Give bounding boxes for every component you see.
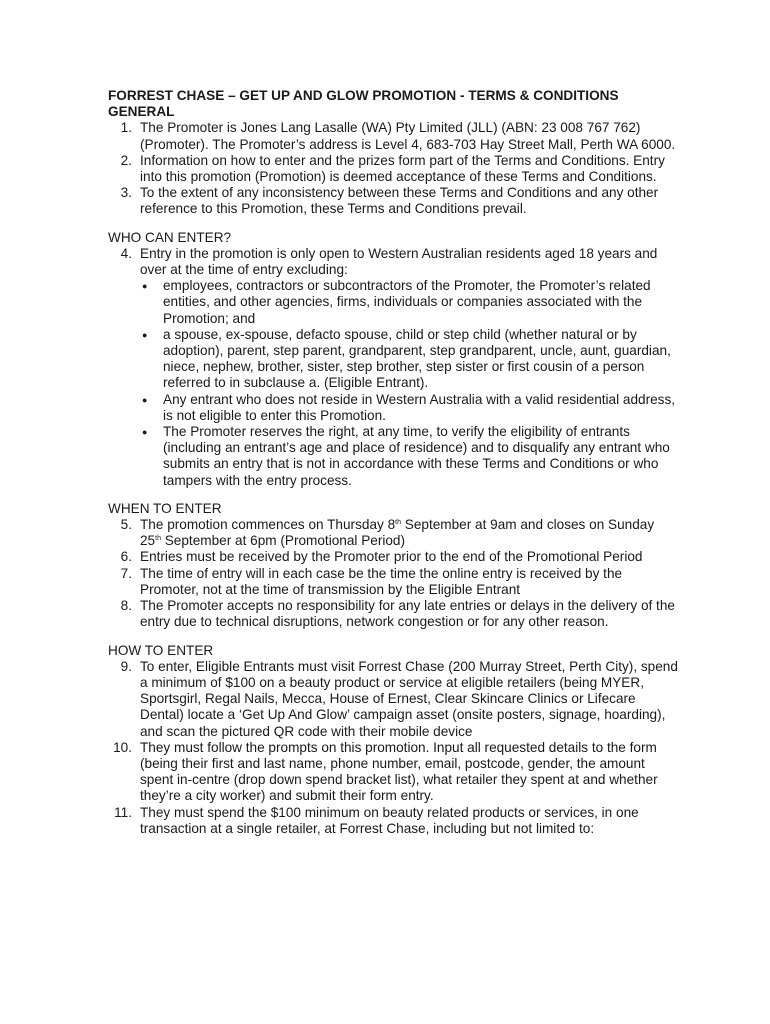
section-heading-when: WHEN TO ENTER bbox=[108, 500, 222, 516]
bullet-item bbox=[140, 392, 678, 424]
bullet-item bbox=[140, 424, 678, 489]
item-number: 6. bbox=[120, 549, 132, 565]
item-text: To the extent of any inconsistency between these Terms and Conditions and any other reference to this Promotion, these Terms and Conditions prevail. bbox=[140, 185, 659, 217]
bullet-text: employees, contractors or subcontractors of the Promoter, the Promoter’s related entities, and other agencies, firms, individuals or companies associated with the Promotion; and bbox=[163, 278, 651, 326]
item-number: 10. bbox=[113, 739, 132, 755]
item-number: 3. bbox=[120, 185, 132, 201]
item-text: Entries must be received by the Promoter prior to the end of the Promotional Period bbox=[140, 549, 643, 565]
item-number: 9. bbox=[120, 658, 132, 674]
bullet-text: Any entrant who does not reside in Western Australia with a valid residential address, is not eligible to enter this Promotion. bbox=[163, 391, 676, 423]
how-to-enter-list bbox=[108, 659, 678, 837]
list-item bbox=[108, 740, 678, 805]
item-text: The Promoter accepts no responsibility for any late entries or delays in the delivery of the entry due to technical disruptions, network congestion or for any other reason. bbox=[140, 598, 675, 630]
section-heading-how: HOW TO ENTER bbox=[108, 642, 214, 658]
item-text: The promotion commences on Thursday 8th September at 9am and closes on Sunday 25th September at 6pm (Promotional Period) bbox=[140, 517, 655, 549]
item-text: To enter, Eligible Entrants must visit Forrest Chase (200 Murray Street, Perth City), spend a minimum of $100 on a beauty product or service at eligible retailers (being MYER, Sportsgirl, Regal Nails, Mecca, House of Ernest, Clear Skincare Clinics or Lifecare Dental) locate a ‘Get Up And Glow’ campaign asset (onsite posters, signage, hoarding), and scan the pictured QR code with their mobile device bbox=[140, 658, 678, 739]
item-text: They must spend the $100 minimum on beauty related products or services, in one transaction at a single retailer, at Forrest Chase, including but not limited to: bbox=[140, 804, 639, 836]
bullet-text: The Promoter reserves the right, at any time, to verify the eligibility of entrants (including an entrant’s age and place of residence) and to disqualify any entrant who submits an entry that is not in accordance with these Terms and Conditions or who tampers with the entry process. bbox=[163, 424, 670, 488]
item-number: 1. bbox=[120, 120, 132, 136]
list-item bbox=[108, 549, 678, 565]
item-text: Information on how to enter and the prizes form part of the Terms and Conditions. Entry into this promotion (Promotion) is deemed acceptance of these Terms and Conditions. bbox=[140, 152, 665, 185]
item-number: 7. bbox=[120, 565, 132, 581]
general-terms-list bbox=[108, 120, 678, 217]
document-title: FORREST CHASE – GET UP AND GLOW PROMOTION - TERMS & CONDITIONS GENERAL bbox=[108, 88, 619, 120]
list-item bbox=[108, 598, 678, 630]
bullet-icon: ● bbox=[142, 329, 148, 340]
item-text: Entry in the promotion is only open to Western Australian residents aged 18 years and over at the time of entry excluding: bbox=[140, 245, 658, 278]
item-text: The Promoter is Jones Lang Lasalle (WA) Pty Limited (JLL) (ABN: 23 008 767 762) (Promoter). The Promoter’s address is Level 4, 683-703 Hay Street Mall, Perth WA 6000. bbox=[140, 120, 676, 152]
list-item bbox=[108, 659, 678, 740]
item-number: 2. bbox=[120, 152, 132, 168]
item-number: 8. bbox=[120, 598, 132, 614]
bullet-icon: ● bbox=[142, 394, 148, 405]
when-to-enter-list bbox=[108, 517, 678, 630]
item-text: They must follow the prompts on this promotion. Input all requested details to the form (being their first and last name, phone number, email, postcode, gender, the amount spent in-centre (drop down spend bracket list), what retailer they spent at and whether they’re a city worker) and submit their form entry. bbox=[140, 739, 658, 804]
item-number: 4. bbox=[120, 245, 132, 261]
who-can-enter-list bbox=[108, 246, 678, 489]
exclusions-list bbox=[140, 278, 678, 489]
list-item bbox=[108, 120, 678, 152]
bullet-item bbox=[140, 327, 678, 392]
bullet-icon: ● bbox=[142, 427, 148, 438]
list-item bbox=[108, 185, 678, 217]
bullet-text: a spouse, ex-spouse, defacto spouse, child or step child (whether natural or by adoption), parent, step parent, grandparent, step grandparent, uncle, aunt, guardian, niece, nephew, brother, sister, step brother, step sister or first cousin of a person referred to in subclause a. (Eligible Entrant). bbox=[163, 326, 671, 391]
bullet-icon: ● bbox=[142, 281, 148, 292]
item-text: The time of entry will in each case be the time the online entry is received by the Promoter, not at the time of transmission by the Eligible Entrant bbox=[140, 565, 623, 597]
list-item bbox=[108, 246, 678, 489]
list-item bbox=[108, 566, 678, 598]
list-item bbox=[108, 517, 678, 549]
item-number: 11. bbox=[114, 804, 132, 820]
section-heading-who: WHO CAN ENTER? bbox=[108, 229, 232, 245]
list-item bbox=[108, 153, 678, 185]
item-number: 5. bbox=[120, 517, 132, 533]
bullet-item bbox=[140, 278, 678, 327]
list-item bbox=[108, 805, 678, 837]
document-page bbox=[108, 88, 678, 837]
